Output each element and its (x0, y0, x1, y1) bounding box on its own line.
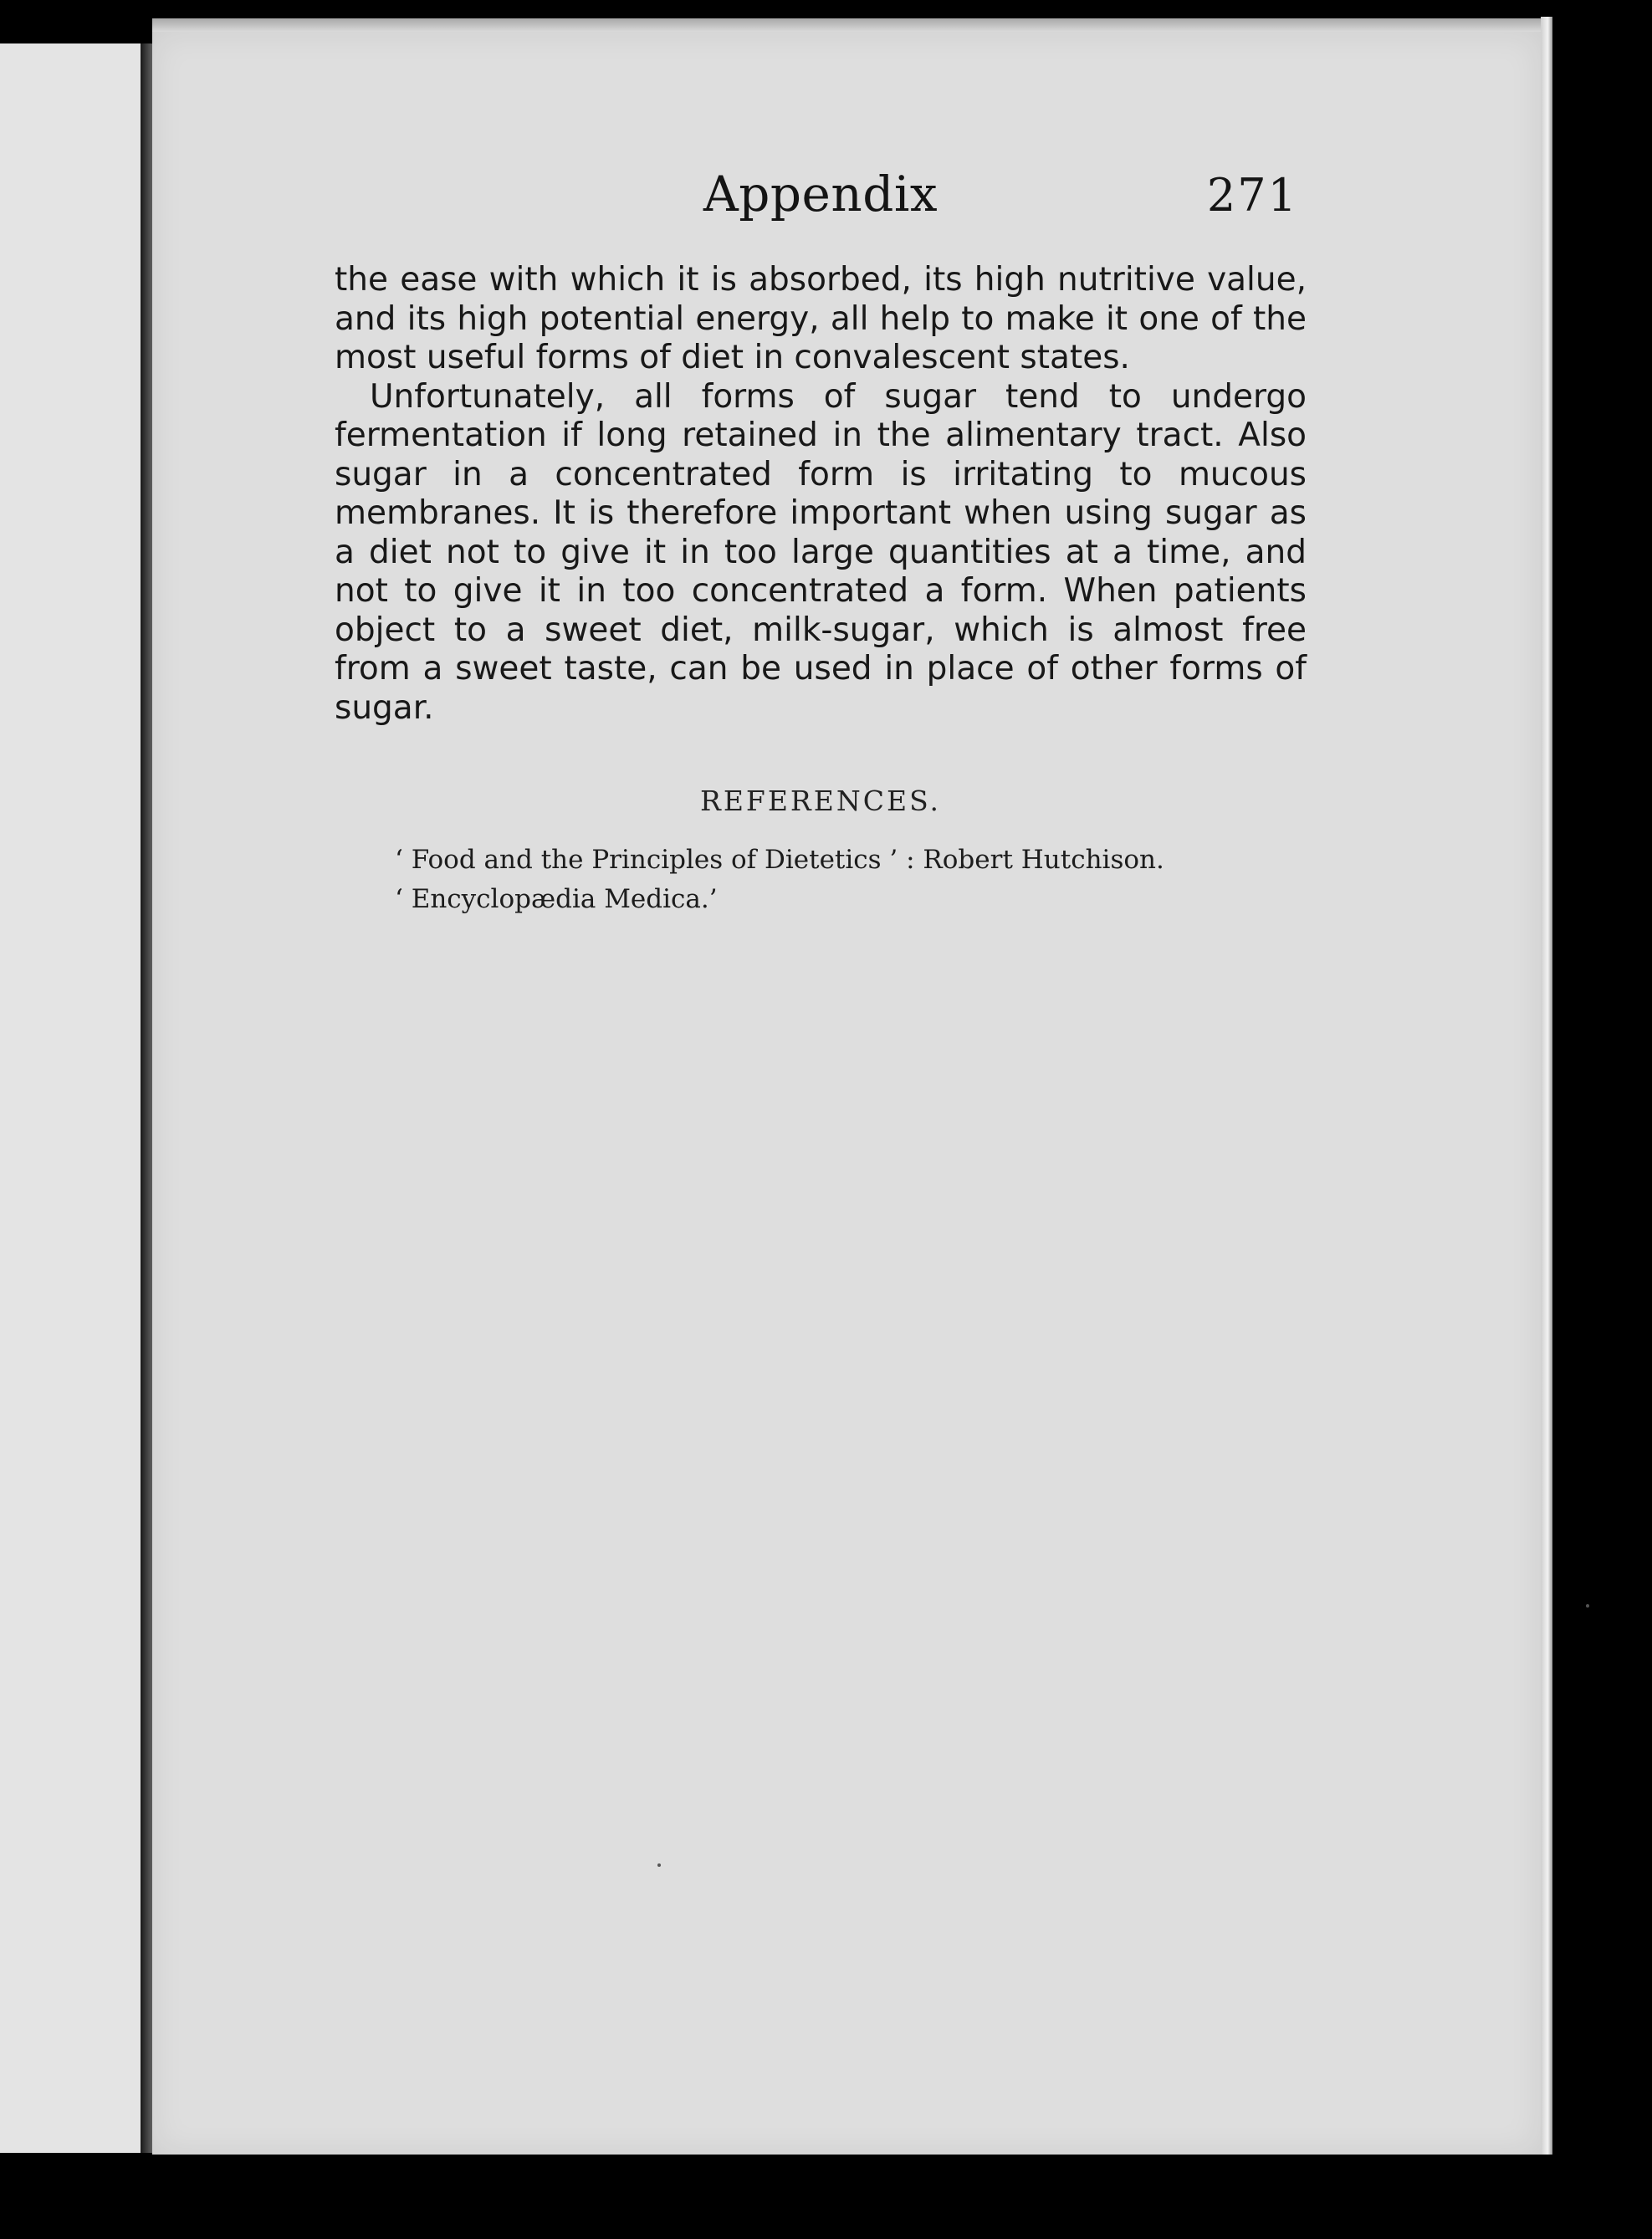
body-text (335, 261, 1307, 728)
paragraph-sugar-fermentation: Unfortunately, all forms of sugar tend to undergo fermentation if long retained in the alimentary tract. Also sugar in a concentrated form is irritating to mucous membranes. It is therefore important when using sugar as a diet not to give it in too large quantities at a time, and not to give it in too concentrated a form. When patients object to a sweet diet, milk-sugar, which is almost free from a sweet taste, can be used in place of other forms of sugar. (335, 377, 1307, 727)
paper-speck (657, 1863, 661, 1867)
running-head (335, 166, 1307, 233)
page-number: 271 (1206, 169, 1298, 222)
references-list (395, 841, 1315, 919)
reference-item: ‘ Encyclopædia Medica.’ (395, 884, 718, 914)
paragraph-continued: the ease with which it is absorbed, its high nutritive value, and its high potential energy, all help to make it one of the most useful forms of diet in convalescent states. (335, 261, 1307, 376)
paper-speck (1586, 1604, 1589, 1608)
facing-page-sliver (0, 43, 141, 2153)
references-heading: REFERENCES. (700, 785, 941, 817)
page-fore-edge (1541, 17, 1552, 2155)
running-head-title: Appendix (703, 166, 939, 222)
reference-item: ‘ Food and the Principles of Dietetics ’ : Robert Hutchison. (395, 845, 1164, 875)
